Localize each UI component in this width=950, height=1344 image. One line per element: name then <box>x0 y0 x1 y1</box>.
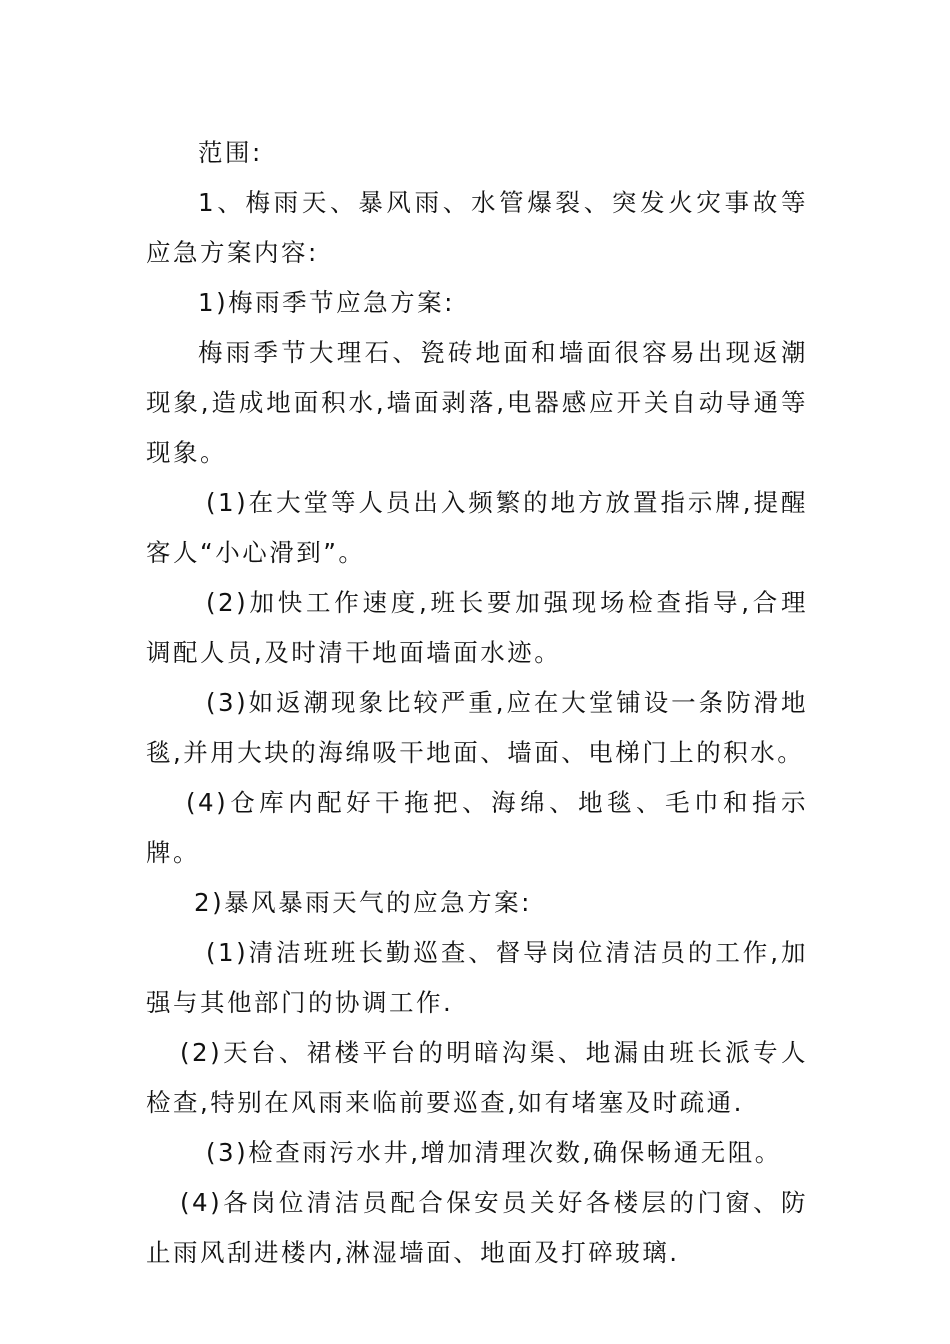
section-1-step-3: (3)如返潮现象比较严重,应在大堂铺设一条防滑地毯,并用大块的海绵吸干地面、墙面、电梯门上的积水。 <box>146 688 808 767</box>
section-1-step-1: (1)在大堂等人员出入频繁的地方放置指示牌,提醒客人“小心滑到”。 <box>146 488 808 567</box>
document-body <box>146 128 808 1278</box>
section-1-step-2: (2)加快工作速度,班长要加强现场检查指导,合理调配人员,及时清干地面墙面水迹。 <box>146 588 808 667</box>
section-2-title: 2)暴风暴雨天气的应急方案: <box>194 888 532 917</box>
section-1-intro: 梅雨季节大理石、瓷砖地面和墙面很容易出现返潮现象,造成地面积水,墙面剥落,电器感应开关自动导通等现象。 <box>146 338 808 467</box>
section-1-title: 1)梅雨季节应急方案: <box>198 288 455 317</box>
section-2-step-4: (4)各岗位清洁员配合保安员关好各楼层的门窗、防止雨风刮进楼内,淋湿墙面、地面及打碎玻璃. <box>146 1188 808 1267</box>
scope-heading: 范围: <box>198 138 263 167</box>
section-2-step-1: (1)清洁班班长勤巡查、督导岗位清洁员的工作,加强与其他部门的协调工作. <box>146 938 808 1017</box>
section-2-step-2: (2)天台、裙楼平台的明暗沟渠、地漏由班长派专人检查,特别在风雨来临前要巡查,如有堵塞及时疏通. <box>146 1038 808 1117</box>
section-2-step-3: (3)检查雨污水井,增加清理次数,确保畅通无阻。 <box>206 1138 782 1167</box>
item-1-paragraph: 1、梅雨天、暴风雨、水管爆裂、突发火灾事故等应急方案内容: <box>146 188 808 267</box>
section-1-step-4: (4)仓库内配好干拖把、海绵、地毯、毛巾和指示牌。 <box>146 788 808 867</box>
